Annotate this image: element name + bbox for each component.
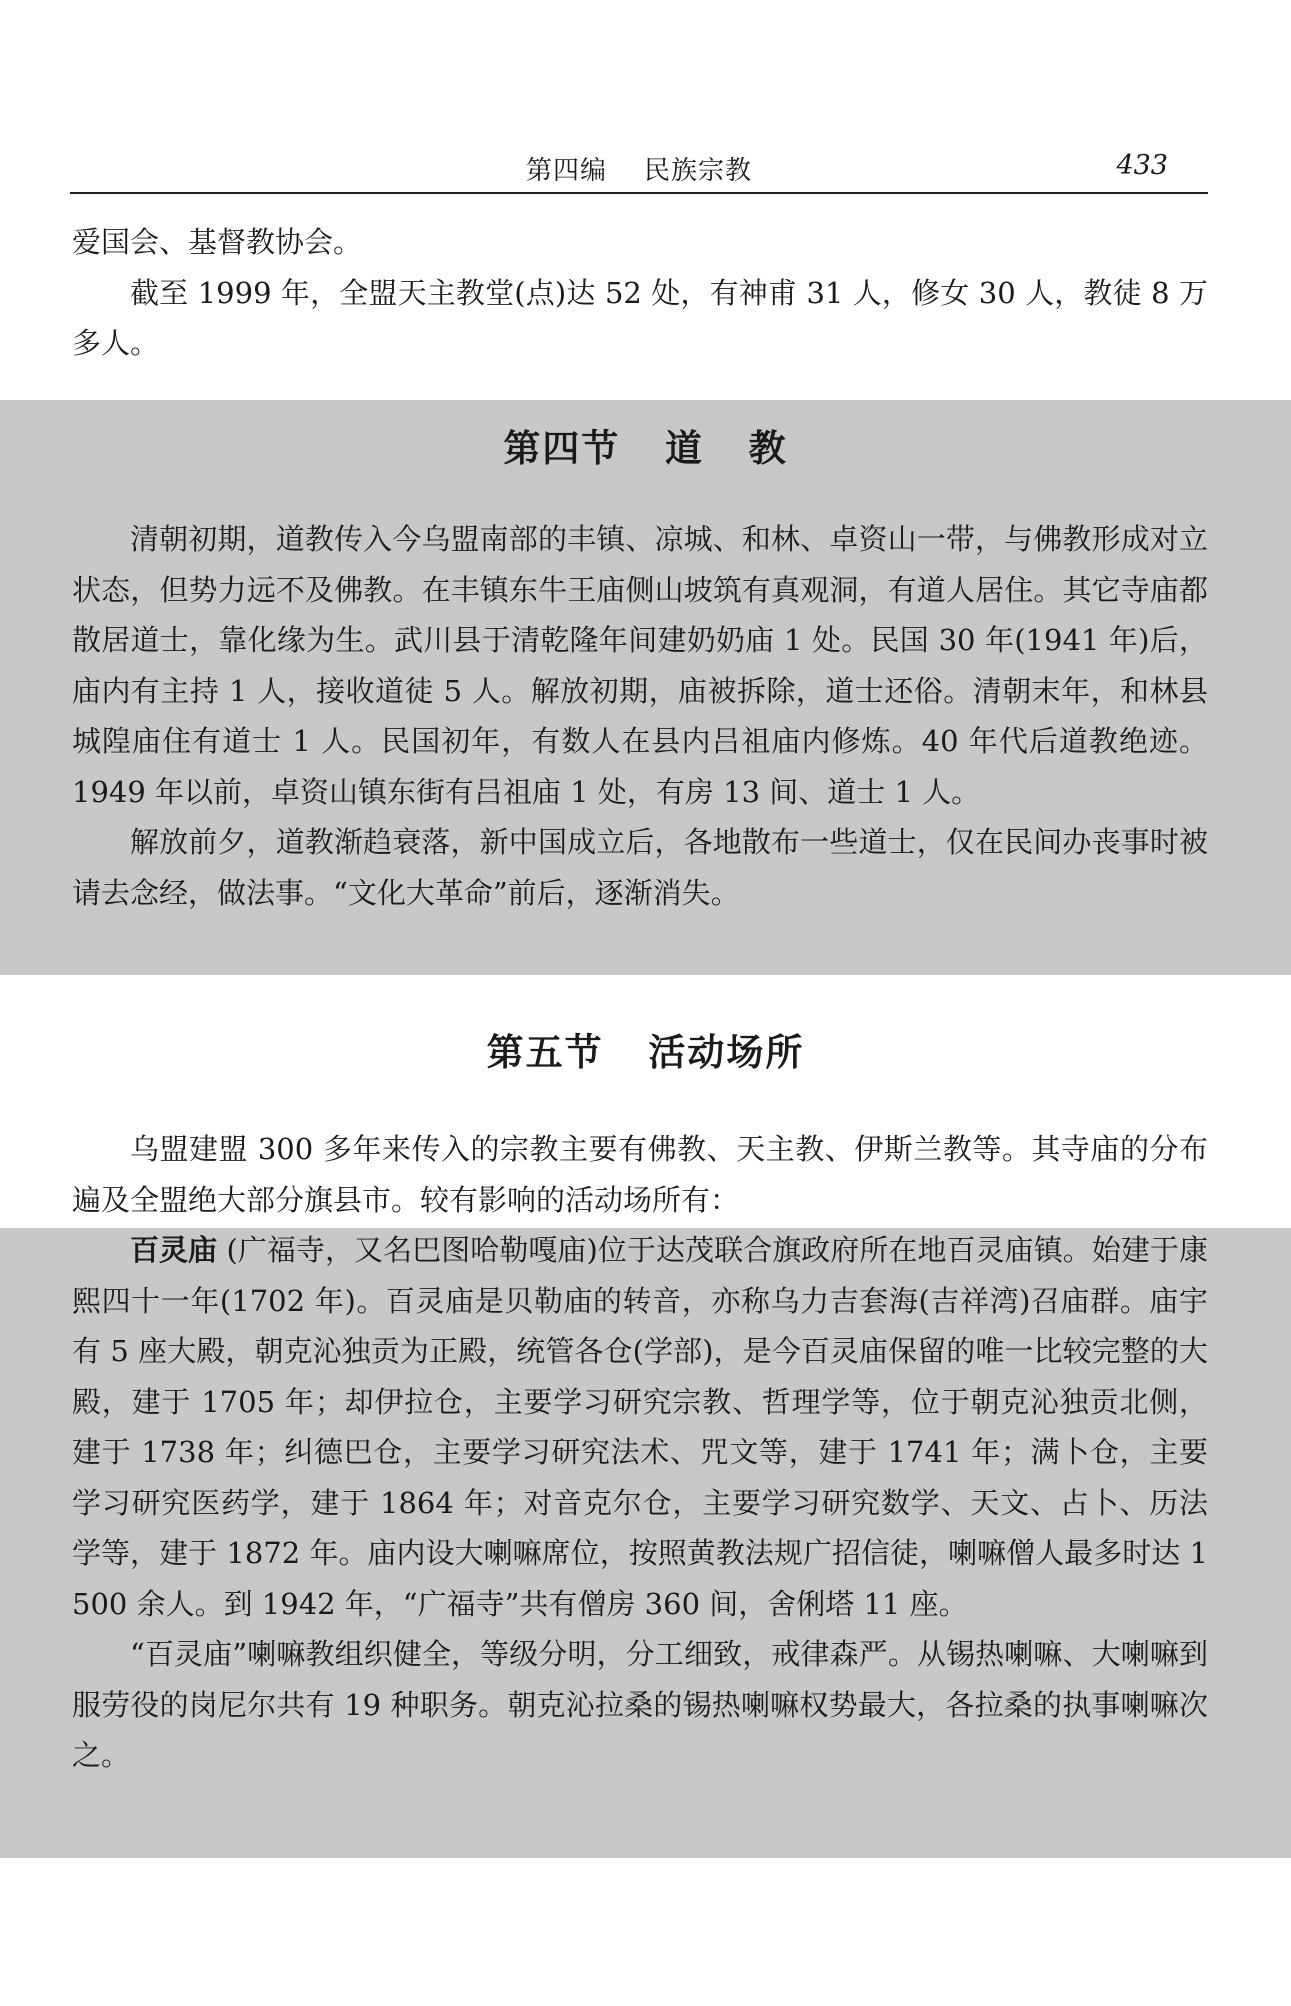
bailing-temple-entry	[72, 1225, 1208, 1629]
entry-text: (广福寺，又名巴图哈勒嘎庙)位于达茂联合旗政府所在地百灵庙镇。始建于康熙四十一年(1702 年)。百灵庙是贝勒庙的转音，亦称乌力吉套海(吉祥湾)召庙群。庙宇有 5 座大殿，朝克沁独贡为正殿，统管各仓(学部)，是今百灵庙保留的唯一比较完整的大殿，建于 1705 年；却伊拉仓，主要学习研究宗教、哲理学等，位于朝克沁独贡北侧，建于 1738 年；纠德巴仓，主要学习研究法术、咒文等，建于 1741 年；满卜仓，主要学习研究医药学，建于 1864 年；对音克尔仓，主要学习研究数学、天文、占卜、历法学等，建于 1872 年。庙内设大喇嘛席位，按照黄教法规广招信徒，喇嘛僧人最多时达 1 500 余人。到 1942 年，“广福寺”共有僧房 360 间，舍俐塔 11 座。	[72, 1233, 1208, 1621]
section4-paragraph: 清朝初期，道教传入今乌盟南部的丰镇、凉城、和林、卓资山一带，与佛教形成对立状态，但势力远不及佛教。在丰镇东牛王庙侧山坡筑有真观洞，有道人居住。其它寺庙都散居道士，靠化缘为生。武川县于清乾隆年间建奶奶庙 1 处。民国 30 年(1941 年)后，庙内有主持 1 人，接收道徒 5 人。解放初期，庙被拆除，道士还俗。清朝末年，和林县城隍庙住有道士 1 人。民国初年，有数人在县内吕祖庙内修炼。40 年代后道教绝迹。1949 年以前，卓资山镇东街有吕祖庙 1 处，有房 13 间、道士 1 人。	[72, 522, 1208, 809]
section5-intro-block	[72, 1124, 1208, 1225]
section4-paragraph: 解放前夕，道教渐趋衰落，新中国成立后，各地散布一些道士，仅在民间办丧事时被请去念经，做法事。“文化大革命”前后，逐渐消失。	[72, 825, 1208, 910]
section5-intro: 乌盟建盟 300 多年来传入的宗教主要有佛教、天主教、伊斯兰教等。其寺庙的分布遍及全盟绝大部分旗县市。较有影响的活动场所有：	[72, 1132, 1208, 1217]
top-text-block	[72, 217, 1208, 369]
continuation-line: 爱国会、基督教协会。	[72, 225, 363, 259]
section-heading-5: 第五节 活动场所	[486, 1031, 805, 1074]
section-heading-4: 第四节 道 教	[503, 427, 788, 470]
entry-term: 百灵庙	[130, 1233, 218, 1267]
running-title: 第四编 民族宗教	[525, 156, 753, 186]
paragraph-catholic-stats: 截至 1999 年，全盟天主教堂(点)达 52 处，有神甫 31 人，修女 30 人，教徒 8 万多人。	[72, 275, 1208, 360]
page-number: 433	[1116, 150, 1168, 181]
bailing-temple-block	[72, 1225, 1208, 1781]
running-header	[70, 140, 1208, 194]
bailing-temple-organization: “百灵庙”喇嘛教组织健全，等级分明，分工细致，戒律森严。从锡热喇嘛、大喇嘛到服劳役的岗尼尔共有 19 种职务。朝克沁拉桑的锡热喇嘛权势最大，各拉桑的执事喇嘛次之。	[72, 1637, 1208, 1772]
section4-body	[72, 514, 1208, 918]
